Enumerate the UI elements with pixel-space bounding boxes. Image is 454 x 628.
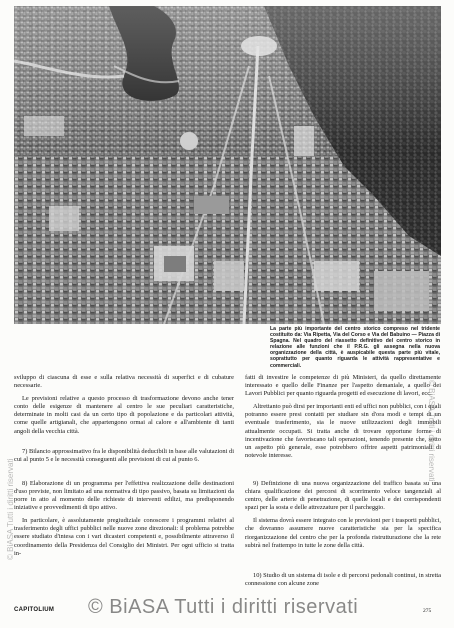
paragraph: Le previsioni relative a questo processo di trasformazione devono anche tener conto delle esigenze di mantenere al centro le sue peculiari caratteristiche, determinate in molti casi da un certo tipo di popolazione e da particolari attività, come quelle artigianali, che appartengono ormai al calore e all'ambiente di tanti angoli della vecchia città. — [14, 395, 234, 435]
paragraph: 7) Bilancio approssimativo fra le disponibilità deducibili in base alle valutazioni di cui al punto 5 e le necessità conseguenti alle previsioni di cui al punto 6. — [14, 447, 234, 463]
paragraph: In particolare, è assolutamente pregiudiziale conoscere i programmi relativi al trasferimento degli uffici pubblici nelle nuove zone direzionali: il problema potrebbe essere studiato d'intesa con i vari dicasteri competenti e, possibilmente attraverso il coordinamento della Presidenza del Consiglio dei Ministri. Per ogni ufficio si tratta in- — [14, 517, 234, 557]
side-watermark-right: © BiASA Tutti i diritti riservati — [427, 380, 436, 482]
page-number: 275 — [423, 608, 432, 614]
side-watermark-left: © BiASA Tutti i diritti riservati — [6, 458, 15, 560]
photo-caption: La parte più importante del centro storico compreso nel tridente costituito da: Via Ripetta, Via del Corso e Via del Babuino — Piazza di Spagna. Nel quadro del riassetto definitivo del centro storico in relazione alle funzioni che il P.R.G. gli assegna nella nuova organizzazione della città, è auspicabile questa parte più vitale, soprattutto per quanto riguarda le attività rappresentative e commerciali. — [270, 326, 440, 369]
paragraph: 10) Studio di un sistema di isole e di percorsi pedonali continui, in stretta connessione con alcune zone — [245, 571, 441, 587]
paragraph: fatti di investire le competenze di più Ministeri, da quello direttamente interessato e quello delle Finanze per l'aspetto demaniale, a quello dei Lavori Pubblici per quanto riguarda progetti ed esecuzione di lavori, ecc. — [245, 374, 441, 398]
paragraph: 8) Elaborazione di un programma per l'effettiva realizzazione delle destinazioni d'uso previste, non limitato ad una normativa di tipo passivo, basata su limitazioni da porre in atto al momento delle richieste di interventi edilizi, ma predisponendo iniziative e provvedimenti di tipo attivo. — [14, 479, 234, 512]
paragraph: Altrettanto può dirsi per importanti enti ed uffici non pubblici, con i quali potranno essere presi contatti per studiare sin d'ora modi e tempi di un eventuale trasferimento, sia le nuove utilizzazioni degli immobili attualmente occupati. Si tratta anche di trovare opportune forme di incentivazione che favoriscano tali operazioni, tenendo presente che, sotto un aspetto più generale, esse potrebbero offrire aspetti patrimoniali di notevole interesse. — [245, 403, 441, 459]
aerial-photo-image — [14, 6, 441, 324]
right-text-column — [245, 374, 441, 593]
paragraph: sviluppo di ciascuna di esse e sulla relativa necessità di superfici e di cubature necessarie. — [14, 374, 234, 390]
paragraph: Il sistema dovrà essere integrato con le previsioni per i trasporti pubblici, che dovranno assumere nuove caratteristiche sia per la specifica riorganizzazione del centro che per la profonda ristrutturazione che la rete subirà nel frattempo in tutte le zone della città. — [245, 517, 441, 549]
journal-name: CAPITOLIUM — [14, 607, 55, 613]
aerial-photo-rome — [14, 6, 441, 324]
paragraph: 9) Definizione di una nuova organizzazione del traffico basata su una chiara qualificazione dei percorsi di scorrimento veloce tangenziali al centro, delle arterie di penetrazione, di quelle locali e dei corrispondenti spazi per la sosta e delle attrezzature per il parcheggio. — [245, 479, 441, 512]
copyright-watermark: © BiASA Tutti i diritti riservati — [88, 596, 359, 618]
left-text-column — [14, 374, 234, 563]
